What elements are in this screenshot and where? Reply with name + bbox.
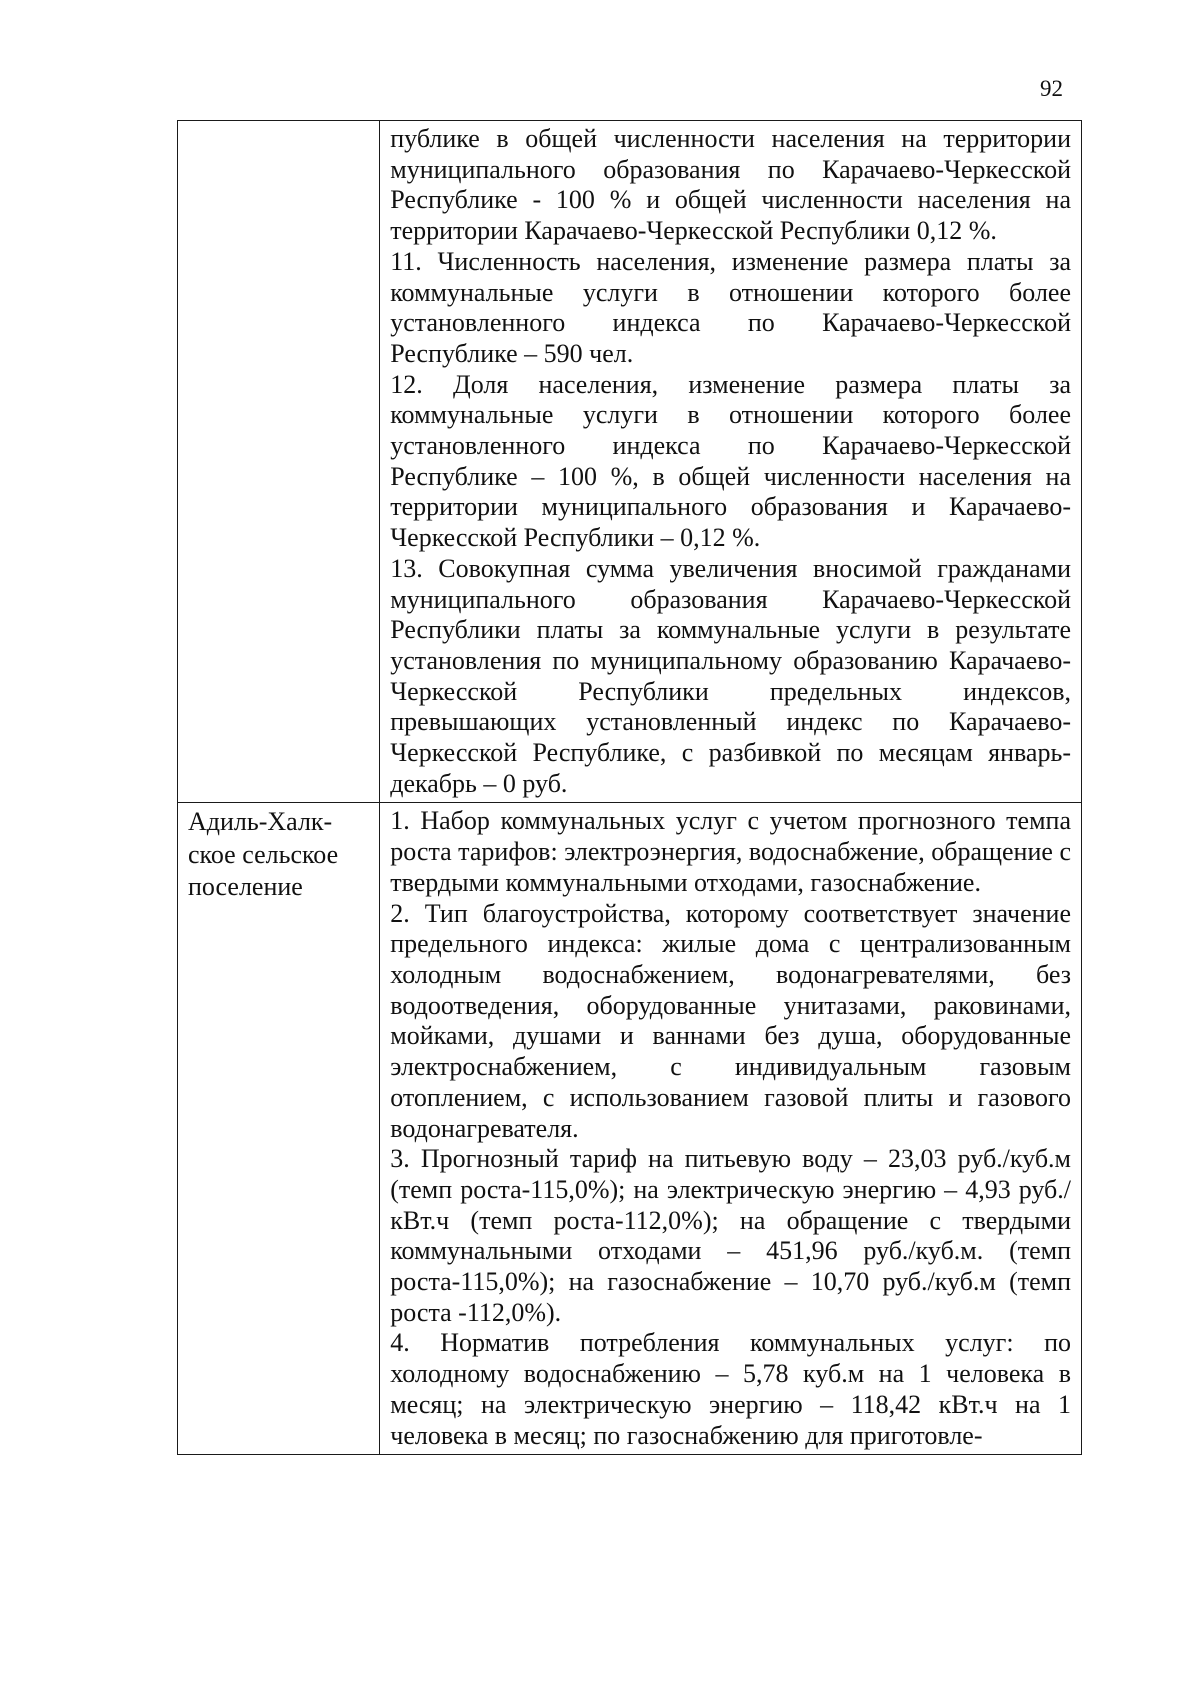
- details-cell: [380, 803, 1082, 1455]
- page-number: 92: [1040, 76, 1063, 101]
- details-paragraph: 1. Набор коммунальных услуг с учетом прогнозного темпа роста тарифов: электроэнергия, водоснабжение, обращение с твердыми коммунальными отходами, газоснабжение.: [390, 806, 1071, 897]
- table-row: [178, 803, 1082, 1455]
- indices-table: [177, 120, 1082, 1455]
- details-paragraph: 3. Прогнозный тариф на питьевую воду – 23,03 руб./куб.м (темп роста-115,0%); на электрическую энергию – 4,93 руб./кВт.ч (темп роста-112,0%); на обращение с твердыми коммунальными отходами – 451,96 руб./куб.м. (темп роста-115,0%); на газоснабжение – 10,70 руб./куб.м (темп роста -112,0%).: [390, 1144, 1071, 1327]
- table-row: [178, 121, 1082, 803]
- settlement-name-cell: [178, 121, 380, 803]
- details-paragraph: публике в общей численности населения на территории муниципального образования по Карачаево-Черкесской Республике - 100 % и общей численности населения на территории Карачаево-Черкесской Республики 0,12 %.: [390, 124, 1071, 246]
- details-paragraph: 12. Доля населения, изменение размера платы за коммунальные услуги в отношении которого более установленного индекса по Карачаево-Черкесской Республике – 100 %, в общей численности населения на территории муниципального образования и Карачаево-Черкесской Республики – 0,12 %.: [390, 369, 1071, 553]
- details-paragraph: 11. Численность населения, изменение размера платы за коммунальные услуги в отношении которого более установленного индекса по Карачаево-Черкесской Республике – 590 чел.: [390, 246, 1071, 368]
- details-cell: [380, 121, 1082, 803]
- details-paragraph: 2. Тип благоустройства, которому соответствует значение предельного индекса: жилые дома с централизованным холодным водоснабжением, водонагревателями, без водоотведения, оборудованные унитазами, раковинами, мойками, душами и ваннами без душа, оборудованные электроснабжением, с индивидуальным газовым отоплением, с использованием газовой плиты и газового водонагревателя.: [390, 898, 1071, 1143]
- settlement-name-cell: [178, 803, 380, 1455]
- settlement-name: Адиль-Халк- ское сельское поселение: [188, 807, 339, 902]
- details-paragraph: 13. Совокупная сумма увеличения вносимой гражданами муниципального образования Карачаево-Черкесской Республики платы за коммунальные услуги в результате установления по муниципальному образованию Карачаево-Черкесской Республики предельных индексов, превышающих установленный индекс по Карачаево-Черкесской Республике, с разбивкой по месяцам январь-декабрь – 0 руб.: [390, 553, 1071, 798]
- details-paragraph: 4. Норматив потребления коммунальных услуг: по холодному водоснабжению – 5,78 куб.м на 1 человека в месяц; на электрическую энергию – 118,42 кВт.ч на 1 человека в месяц; по газоснабжению для приготовле-: [390, 1328, 1071, 1450]
